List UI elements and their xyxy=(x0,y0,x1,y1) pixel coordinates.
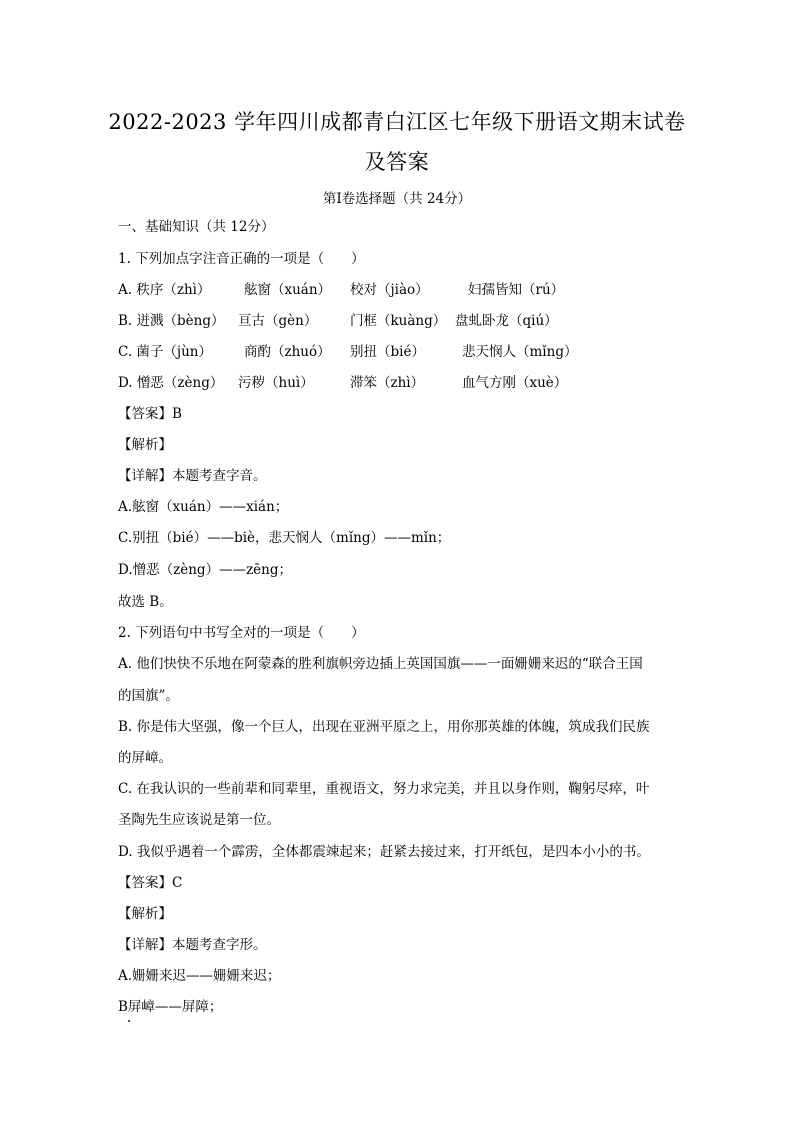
document-title-line1: 2022-2023 学年四川成都青白江区七年级下册语文期末试卷 xyxy=(108,110,686,134)
section-heading: 一、基础知识（共 12分） xyxy=(118,219,275,235)
q1-option-b-1: B. 迸溅（bèng） xyxy=(118,313,225,329)
q1-option-b-2: 亘古（gèn） xyxy=(238,313,318,329)
question-2-stem: 2. 下列语句中书写全对的一项是（ ） xyxy=(118,625,365,641)
q1-option-a-1: A. 秩序（zhì） xyxy=(118,282,211,298)
q2-option-d: D. 我似乎遇着一个霹雳，全体都震竦起来；赶紧去接过来，打开纸包，是四本小小的书。 xyxy=(118,844,650,860)
q1-option-d-1: D. 憎恶（zèng） xyxy=(118,375,224,391)
q2-option-b-line2: 的屏嶂。 xyxy=(118,750,172,766)
document-title-line2: 及答案 xyxy=(364,150,430,174)
q2-analysis-label: 【解析】 xyxy=(118,906,172,922)
page-dot-mark xyxy=(128,1020,130,1022)
q2-option-a-line2: 的国旗”。 xyxy=(118,688,179,704)
q1-option-b-3: 门框（kuàng） xyxy=(350,313,447,329)
q1-option-b-4: 盘虬卧龙（qiú） xyxy=(455,313,558,329)
q1-answer: 【答案】B xyxy=(118,406,182,422)
q1-option-a-2: 舷窗（xuán） xyxy=(244,282,332,298)
q1-conclusion: 故选 B。 xyxy=(118,594,173,610)
q2-option-b-line1: B. 你是伟大坚强，像一个巨人，出现在亚洲平原之上，用你那英雄的体魄，筑成我们民族 xyxy=(118,719,650,735)
q1-detail: 【详解】本题考查字音。 xyxy=(118,468,267,484)
q2-option-c-line1: C. 在我认识的一些前辈和同辈里，重视语文，努力求完美，并且以身作则，鞠躬尽瘁，叶 xyxy=(118,781,650,797)
q1-analysis-label: 【解析】 xyxy=(118,437,172,453)
part-title: 第Ⅰ卷选择题（共 24分） xyxy=(322,191,472,207)
q2-option-a-line1: A. 他们快快不乐地在阿蒙森的胜利旗帜旁边插上英国国旗——一面姗姗来迟的“联合王国 xyxy=(118,656,643,672)
q1-explain-a: A.舷窗（xuán）——xián； xyxy=(118,499,289,515)
q1-option-a-3: 校对（jiào） xyxy=(350,282,429,298)
question-1-stem: 1. 下列加点字注音正确的一项是（ ） xyxy=(118,251,365,267)
q1-option-c-2: 商酌（zhuó） xyxy=(244,344,331,360)
q2-answer: 【答案】C xyxy=(118,875,183,891)
q1-option-c-1: C. 菌子（jùn） xyxy=(118,344,213,360)
q1-explain-d: D.憎恶（zèng）——zēng； xyxy=(118,562,293,578)
q1-option-c-3: 别扭（bié） xyxy=(350,344,425,360)
q1-option-d-4: 血气方刚（xuè） xyxy=(462,375,568,391)
q1-option-d-3: 滞笨（zhì） xyxy=(350,375,425,391)
q2-explain-a: A.姗姗来迟——姗姗来迟； xyxy=(118,968,281,984)
q2-option-c-line2: 圣陶先生应该说是第一位。 xyxy=(118,812,280,828)
q2-explain-b: B屏嶂——屏障； xyxy=(118,999,223,1015)
q2-detail: 【详解】本题考查字形。 xyxy=(118,937,267,953)
q1-option-c-4: 悲天悯人（mǐng） xyxy=(462,344,578,360)
q1-option-a-4: 妇孺皆知（rú） xyxy=(468,282,565,298)
q1-option-d-2: 污秽（huì） xyxy=(238,375,314,391)
q1-explain-c: C.别扭（bié）——biè，悲天悯人（mǐng）——mǐn； xyxy=(118,530,451,546)
